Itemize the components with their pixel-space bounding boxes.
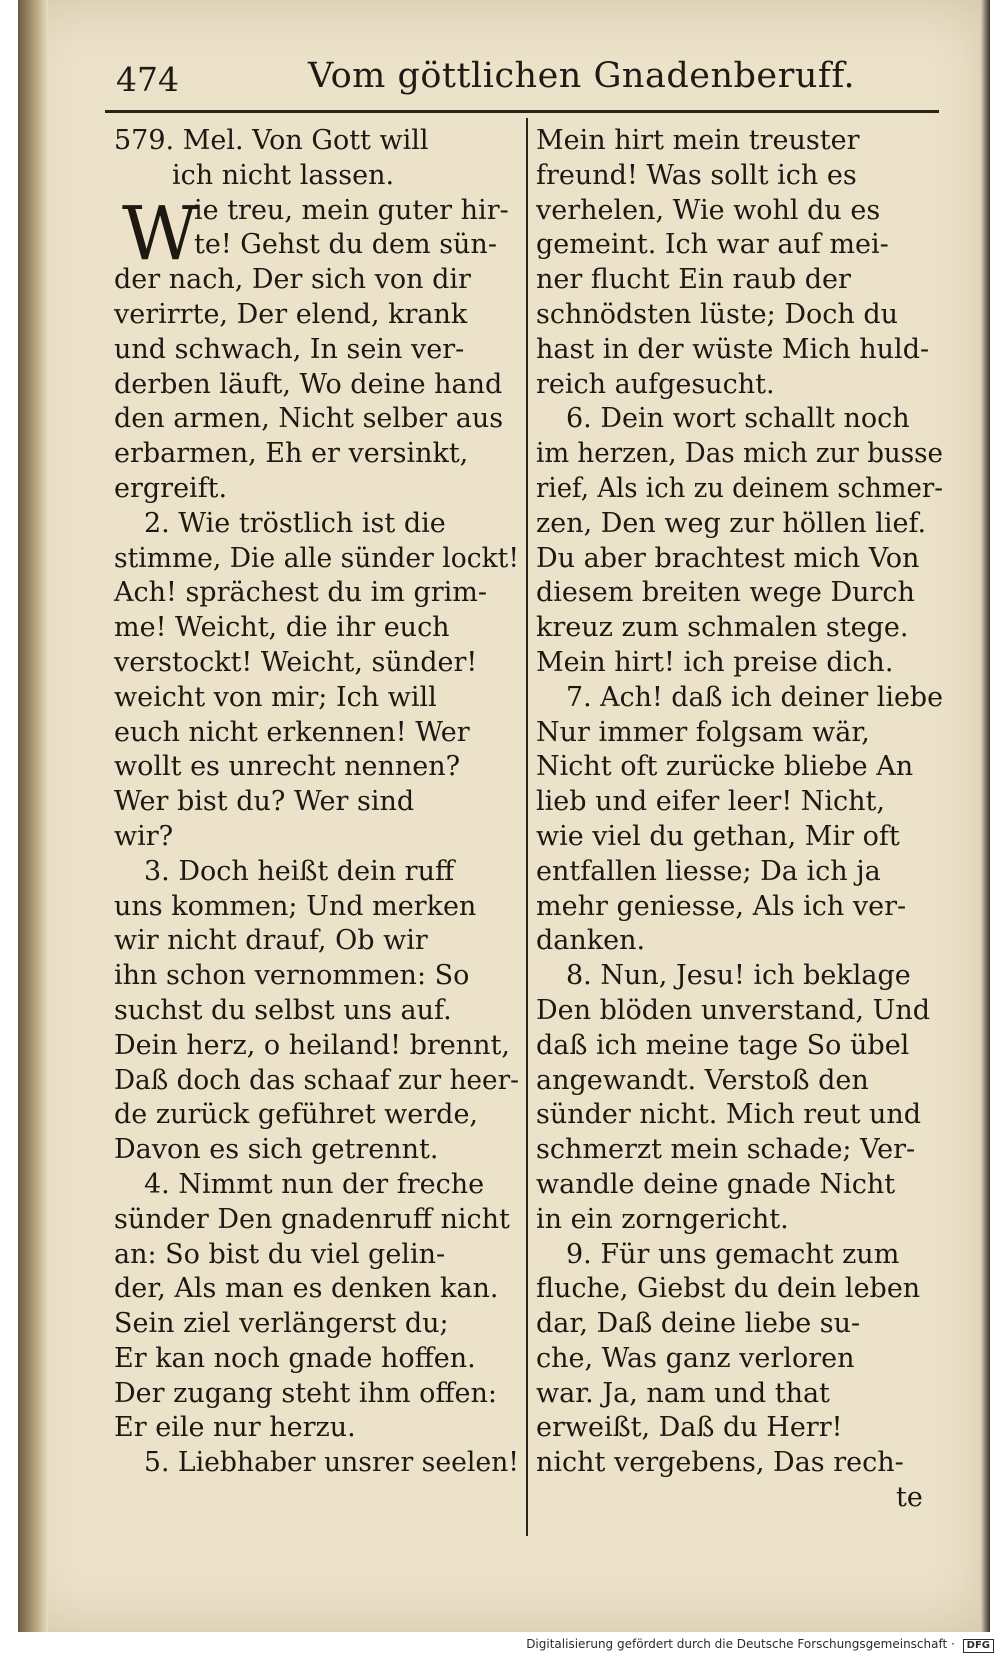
text-line-inner: reich aufgesucht.	[536, 368, 775, 400]
text-line	[536, 1168, 943, 1203]
text-line-inner: lieb und eifer leer! Nicht,	[536, 786, 885, 818]
text-line-inner: mehr geniesse, Als ich ver-	[536, 890, 907, 922]
text-line	[114, 1133, 519, 1168]
drop-cap: W	[122, 191, 199, 277]
dfg-logo: DFG	[963, 1639, 994, 1653]
text-line	[536, 159, 943, 194]
text-line	[114, 472, 519, 507]
text-line	[114, 124, 519, 159]
text-line	[114, 1446, 519, 1481]
text-line-inner: schnödsten lüste; Doch du	[536, 298, 899, 330]
text-line	[536, 785, 943, 820]
text-line-inner: Sein ziel verlängerst du;	[114, 1308, 449, 1340]
text-line	[536, 1203, 943, 1238]
text-line-inner: an: So bist du viel gelin-	[114, 1238, 446, 1270]
text-line-inner: erweißt, Daß du Herr!	[536, 1412, 843, 1444]
text-line-inner: uns kommen; Und merken	[114, 890, 477, 922]
text-line-inner: gemeint. Ich war auf mei-	[536, 229, 889, 261]
text-line	[114, 159, 519, 194]
text-line-inner: verhelen, Wie wohl du es	[536, 194, 881, 226]
text-line-inner: der, Als man es denken kan.	[114, 1273, 499, 1305]
text-line-inner: ner flucht Ein raub der	[536, 264, 851, 296]
text-line-inner: entfallen liesse; Da ich ja	[536, 855, 881, 887]
text-line-inner: wir nicht drauf, Ob wir	[114, 925, 428, 957]
text-line	[536, 855, 943, 890]
text-line	[536, 1307, 943, 1342]
text-line	[114, 681, 519, 716]
text-line-inner: te! Gehst du dem sün-	[194, 229, 497, 261]
text-line	[536, 333, 943, 368]
text-line-inner: 8. Nun, Jesu! ich beklage	[566, 960, 911, 992]
text-line	[536, 681, 943, 716]
text-line-inner: Dein herz, o heiland! brennt,	[114, 1029, 510, 1061]
text-line-inner: ergreift.	[114, 472, 228, 504]
text-line	[536, 298, 943, 333]
text-line	[114, 1238, 519, 1273]
text-line	[114, 820, 519, 855]
text-line	[536, 611, 943, 646]
text-line-inner: wie viel du gethan, Mir oft	[536, 820, 900, 852]
text-line-inner: te	[896, 1482, 923, 1514]
text-line-inner: 9. Für uns gemacht zum	[566, 1238, 900, 1270]
text-line	[114, 507, 519, 542]
text-line-inner: angewandt. Verstoß den	[536, 1064, 869, 1096]
text-line	[114, 1064, 519, 1099]
text-line-inner: Er kan noch gnade hoffen.	[114, 1342, 476, 1374]
text-line-inner: stimme, Die alle sünder lockt!	[114, 542, 519, 574]
text-line-inner: erbarmen, Eh er versinkt,	[114, 438, 469, 470]
text-line	[536, 124, 943, 159]
text-line	[536, 959, 943, 994]
text-line-inner: und schwach, In sein ver-	[114, 333, 465, 365]
text-line-inner: weicht von mir; Ich will	[114, 681, 437, 713]
page-edge	[980, 0, 990, 1632]
text-line	[536, 1377, 943, 1412]
text-line	[114, 924, 519, 959]
running-head	[98, 52, 940, 108]
text-line	[536, 228, 943, 263]
text-line-inner: suchst du selbst uns auf.	[114, 994, 452, 1026]
text-line-inner: den armen, Nicht selber aus	[114, 403, 504, 435]
text-line	[536, 1342, 943, 1377]
text-line	[114, 1411, 519, 1446]
text-line-inner: ich nicht lassen.	[172, 159, 395, 191]
header-rule	[105, 110, 939, 113]
text-line-inner: in ein zorngericht.	[536, 1203, 789, 1235]
text-line	[536, 750, 943, 785]
text-line	[536, 1272, 943, 1307]
text-line-inner: Ach! sprächest du im grim-	[114, 577, 487, 609]
text-line-inner: Davon es sich getrennt.	[114, 1134, 439, 1166]
text-line	[536, 1064, 943, 1099]
text-line	[114, 1307, 519, 1342]
text-line	[536, 1133, 943, 1168]
text-line-inner: sünder Den gnadenruff nicht	[114, 1203, 510, 1235]
text-line-inner: 4. Nimmt nun der freche	[144, 1168, 485, 1200]
text-line-inner: wir?	[114, 820, 174, 852]
text-line	[114, 750, 519, 785]
text-line	[536, 542, 943, 577]
text-line-inner: wollt es unrecht nennen?	[114, 751, 461, 783]
text-line	[114, 855, 519, 890]
text-line	[114, 1029, 519, 1064]
text-line-inner: derben läuft, Wo deine hand	[114, 368, 503, 400]
text-line	[536, 646, 943, 681]
text-line	[536, 1098, 943, 1133]
text-line	[536, 1411, 943, 1446]
book-binding	[18, 0, 48, 1632]
text-line-inner: 5. Liebhaber unsrer seelen!	[144, 1447, 519, 1479]
text-line-inner: war. Ja, nam und that	[536, 1377, 830, 1409]
text-line	[536, 437, 943, 472]
text-line-inner: dar, Daß deine liebe su-	[536, 1308, 861, 1340]
text-line-inner: danken.	[536, 925, 646, 957]
text-line-inner: euch nicht erkennen! Wer	[114, 716, 470, 748]
text-line	[536, 1481, 943, 1516]
text-line	[536, 472, 943, 507]
text-line-inner: Mein hirt mein treuster	[536, 125, 860, 156]
text-line	[114, 611, 519, 646]
text-line-inner: Der zugang steht ihm offen:	[114, 1377, 497, 1409]
text-line-inner: de zurück geführet werde,	[114, 1099, 479, 1131]
text-line-inner: daß ich meine tage So übel	[536, 1029, 910, 1061]
text-line-inner: im herzen, Das mich zur busse	[536, 438, 943, 470]
text-line-inner: rief, Als ich zu deinem schmer-	[536, 472, 943, 504]
text-line	[114, 1272, 519, 1307]
text-line	[114, 542, 519, 577]
text-line	[114, 994, 519, 1029]
text-line-inner: 2. Wie tröstlich ist die	[144, 507, 446, 539]
text-line-inner: Er eile nur herzu.	[114, 1412, 356, 1444]
text-line	[536, 1029, 943, 1064]
text-line-inner: Du aber brachtest mich Von	[536, 542, 920, 574]
text-line-inner: Mein hirt! ich preise dich.	[536, 646, 894, 678]
text-line-inner: der nach, Der sich von dir	[114, 264, 471, 296]
text-line-inner: ie treu, mein guter hir-	[194, 194, 509, 226]
text-line	[114, 646, 519, 681]
text-line	[114, 890, 519, 925]
text-line-inner: me! Weicht, die ihr euch	[114, 612, 450, 644]
text-line-inner: che, Was ganz verloren	[536, 1342, 855, 1374]
text-line-inner: 7. Ach! daß ich deiner liebe	[566, 681, 943, 713]
text-line	[114, 959, 519, 994]
text-line	[536, 194, 943, 229]
text-line-inner: schmerzt mein schade; Ver-	[536, 1134, 916, 1166]
text-line	[114, 298, 519, 333]
text-line	[536, 924, 943, 959]
text-line	[536, 716, 943, 751]
text-line-inner: 3. Doch heißt dein ruff	[144, 855, 455, 887]
text-line	[536, 1446, 943, 1481]
page-number: 474	[116, 60, 179, 99]
text-line-inner: verirrte, Der elend, krank	[114, 298, 468, 330]
text-line	[536, 263, 943, 298]
text-line-inner: nicht vergebens, Das rech-	[536, 1447, 904, 1479]
text-line	[114, 437, 519, 472]
text-line	[114, 576, 519, 611]
text-line	[536, 820, 943, 855]
text-line	[114, 1203, 519, 1238]
text-line	[114, 1377, 519, 1412]
text-line	[114, 368, 519, 403]
text-line-inner: freund! Was sollt ich es	[536, 159, 857, 191]
text-line	[114, 785, 519, 820]
right-column	[536, 124, 943, 1516]
credit-text: Digitalisierung gefördert durch die Deutsche Forschungsgemeinschaft ·	[526, 1637, 955, 1651]
text-line	[536, 1238, 943, 1273]
text-line	[114, 333, 519, 368]
text-line-inner: Nicht oft zurücke bliebe An	[536, 751, 914, 783]
text-line-inner: Nur immer folgsam wär,	[536, 716, 870, 748]
text-line-inner: hast in der wüste Mich huld-	[536, 333, 930, 365]
text-line-inner: fluche, Giebst du dein leben	[536, 1273, 921, 1305]
text-line	[536, 994, 943, 1029]
text-line-inner: sünder nicht. Mich reut und	[536, 1099, 922, 1131]
text-line-inner: Den blöden unverstand, Und	[536, 994, 930, 1026]
text-line	[114, 1342, 519, 1377]
text-line	[536, 507, 943, 542]
text-line-inner: Wer bist du? Wer sind	[114, 786, 415, 818]
text-line	[536, 890, 943, 925]
text-line	[114, 402, 519, 437]
text-line-inner: ihn schon vernommen: So	[114, 960, 470, 992]
text-line-inner: zen, Den weg zur höllen lief.	[536, 507, 927, 539]
text-line-inner: 579. Mel. Von Gott will	[114, 125, 429, 156]
text-line	[114, 716, 519, 751]
text-line-inner: wandle deine gnade Nicht	[536, 1168, 896, 1200]
text-line	[114, 1098, 519, 1133]
text-line-inner: 6. Dein wort schallt noch	[566, 403, 910, 435]
text-line-inner: Daß doch das schaaf zur heer-	[114, 1064, 519, 1096]
text-line-inner: verstockt! Weicht, sünder!	[114, 646, 478, 678]
text-line	[536, 402, 943, 437]
digitization-credit	[526, 1637, 994, 1653]
text-line-inner: kreuz zum schmalen stege.	[536, 612, 909, 644]
column-divider	[526, 118, 528, 1536]
text-line	[114, 1168, 519, 1203]
text-line-inner: diesem breiten wege Durch	[536, 577, 915, 609]
text-line	[536, 576, 943, 611]
text-line	[536, 368, 943, 403]
page-heading: Vom göttlichen Gnadenberuff.	[308, 56, 856, 96]
left-column	[114, 124, 519, 1481]
